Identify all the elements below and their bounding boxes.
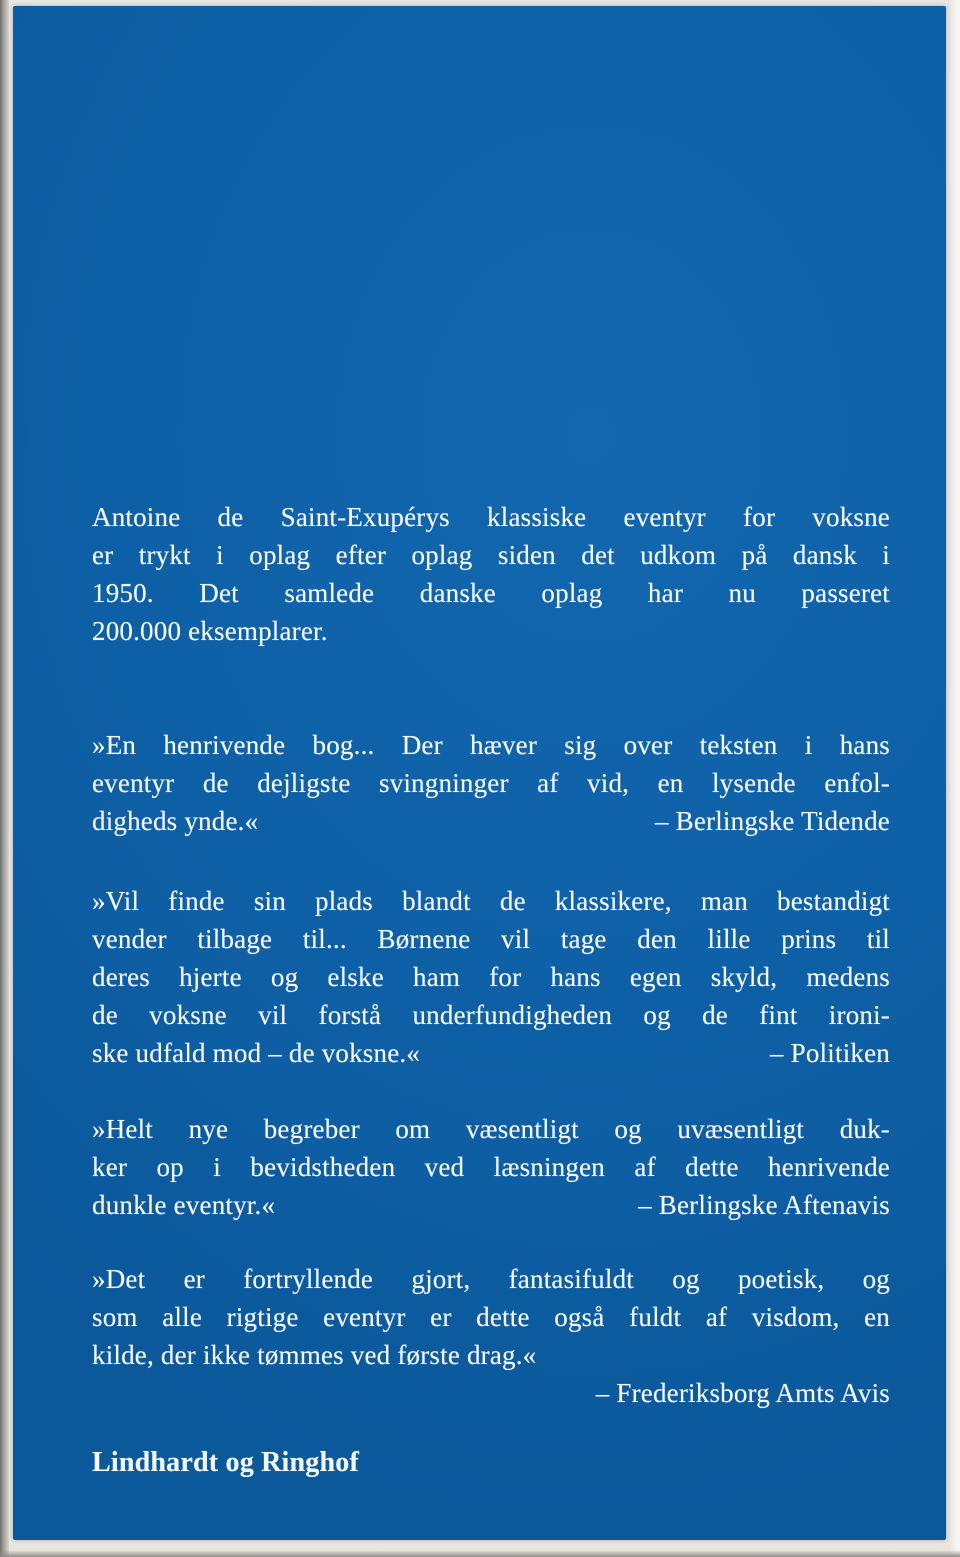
review-quote-berlingske-tidende	[92, 726, 890, 840]
quote-line: »En henrivende bog... Der hæver sig over teksten i hans	[92, 730, 890, 760]
scan-edge-bottom	[0, 1550, 960, 1557]
intro-line: Antoine de Saint-Exupérys klassiske eventyr for voksne	[92, 502, 890, 532]
review-quote-politiken	[92, 882, 890, 1072]
intro-paragraph	[92, 498, 890, 650]
quote-line: de voksne vil forstå underfundigheden og de fint ironi-	[92, 1000, 890, 1030]
quote-line: »Vil finde sin plads blandt de klassikere, man bestandigt	[92, 886, 890, 916]
quote-attribution: – Frederiksborg Amts Avis	[595, 1378, 890, 1408]
back-cover-text	[92, 498, 890, 1482]
quote-text-end: digheds ynde.«	[92, 806, 259, 836]
quote-line: »Det er fortryllende gjort, fantasifuldt og poetisk, og	[92, 1264, 890, 1294]
quote-line: vender tilbage til... Børnene vil tage den lille prins til	[92, 924, 890, 954]
quote-last-line	[92, 802, 890, 840]
quote-last-line	[92, 1034, 890, 1072]
scan-edge-right	[950, 0, 960, 1557]
quote-line: eventyr de dejligste svingninger af vid, en lysende enfol-	[92, 768, 890, 798]
quote-line: ker op i bevidstheden ved læsningen af dette henrivende	[92, 1152, 890, 1182]
review-quote-berlingske-aftenavis	[92, 1110, 890, 1224]
intro-line: er trykt i oplag efter oplag siden det udkom på dansk i	[92, 540, 890, 570]
quote-text-end: dunkle eventyr.«	[92, 1190, 276, 1220]
quote-text-end: ske udfald mod – de voksne.«	[92, 1038, 421, 1068]
review-quote-frederiksborg-amts-avis	[92, 1260, 890, 1412]
quote-attribution: – Berlingske Aftenavis	[638, 1190, 890, 1220]
quote-attribution: – Politiken	[770, 1038, 890, 1068]
intro-line: 1950. Det samlede danske oplag har nu passeret	[92, 578, 890, 608]
quote-attribution: – Berlingske Tidende	[654, 806, 890, 836]
quote-last-line	[92, 1186, 890, 1224]
quote-line: deres hjerte og elske ham for hans egen skyld, medens	[92, 962, 890, 992]
publisher-name: Lindhardt og Ringhof	[92, 1447, 359, 1478]
intro-line: 200.000 eksemplarer.	[92, 616, 328, 646]
quote-line: som alle rigtige eventyr er dette også fuldt af visdom, en	[92, 1302, 890, 1332]
book-back-cover	[13, 6, 946, 1540]
quote-text-end: kilde, der ikke tømmes ved første drag.«	[92, 1340, 537, 1370]
scan-edge-left	[0, 0, 9, 1557]
quote-line: »Helt nye begreber om væsentligt og uvæsentligt duk-	[92, 1114, 890, 1144]
